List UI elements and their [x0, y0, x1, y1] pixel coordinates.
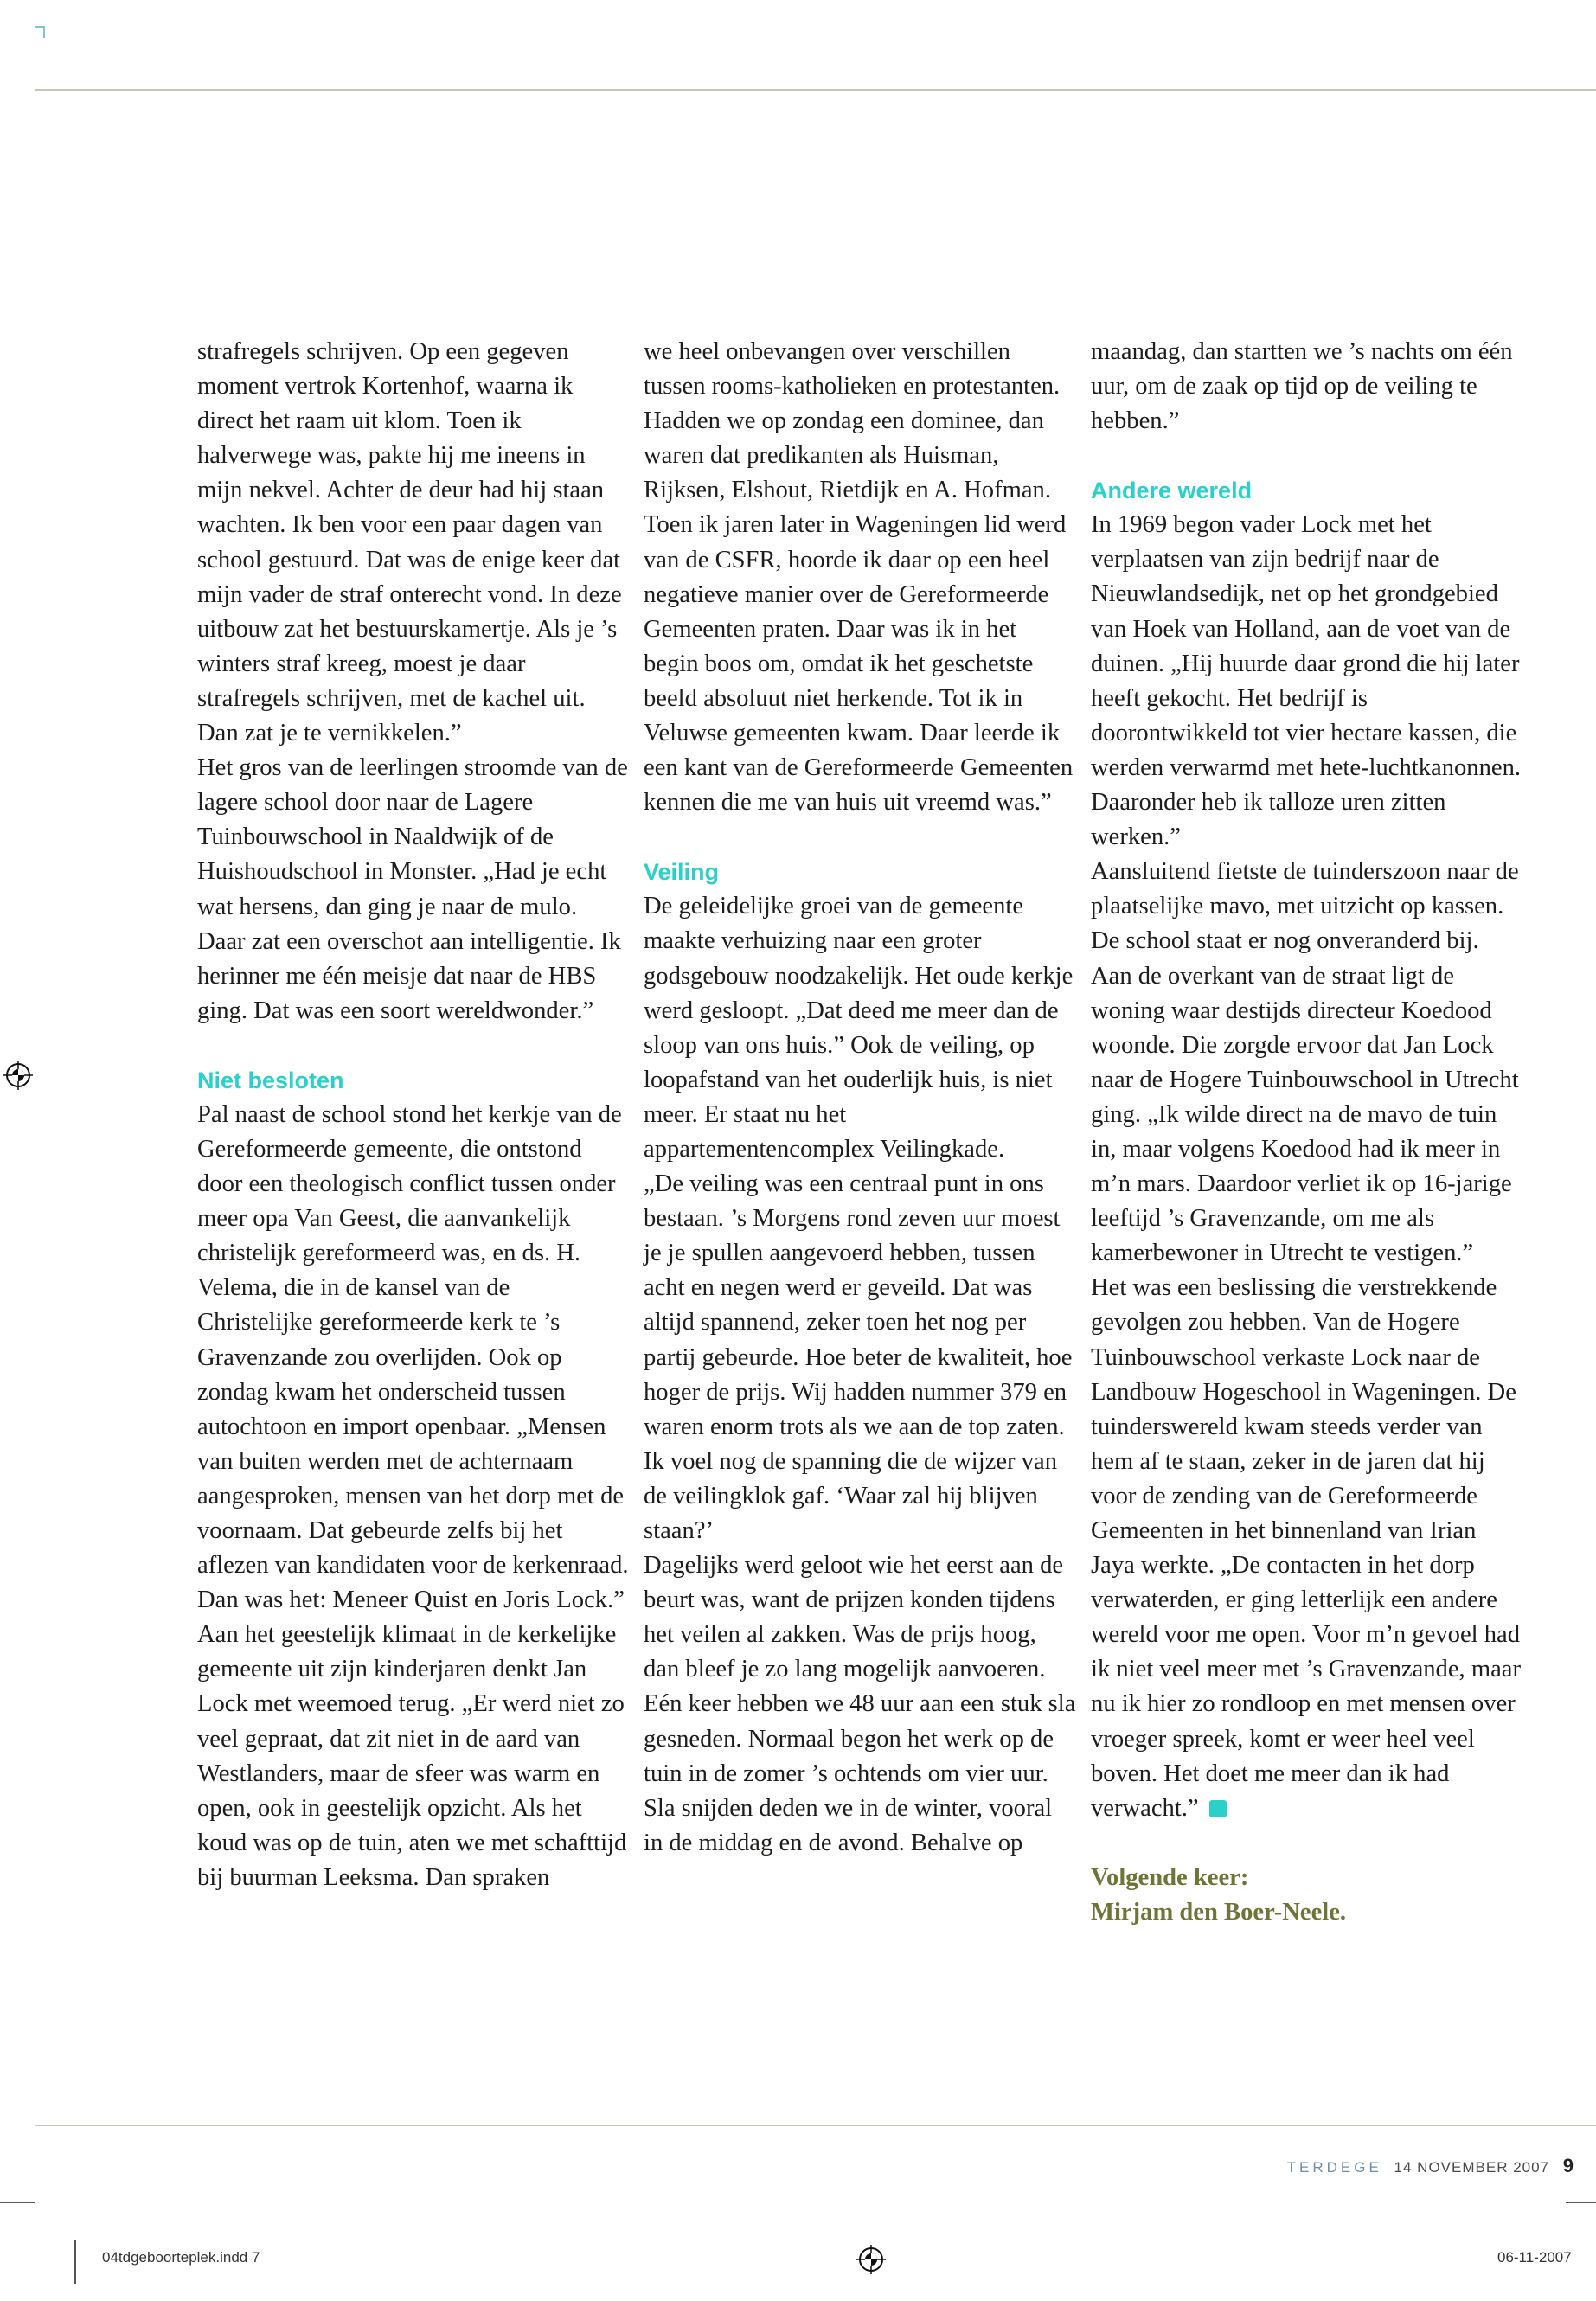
column-3-paragraph: maandag, dan startten we ’s nachts om één uur, om de zaak op tijd op de veiling te hebben.” — [1091, 338, 1513, 435]
next-issue-label: Volgende keer: — [1091, 1863, 1249, 1891]
next-issue-name: Mirjam den Boer-Neele. — [1091, 1898, 1347, 1926]
registration-mark-icon — [3, 1061, 33, 1090]
crop-mark — [1566, 2202, 1596, 2203]
slug-filename: 04tdgeboorteplek.indd 7 — [102, 2249, 260, 2266]
closing-paragraph-text: Het was een beslissing die verstrekkende gevolgen zou hebben. Van de Hogere Tuinbouwschool verkaste Lock naar de Landbouw Hogeschool in Wageningen. De tuinderswereld kwam steeds verder van hem af te staan, zeker in de jaren dat hij voor de zending van de Gereformeerde Gemeenten in het binnenland van Irian Jaya werkte. „De contacten in het dorp verwaterden, er ging letterlijk een andere wereld voor me open. Voor m’n gevoel had ik niet veel meer met ’s Gravenzande, maar nu ik hier zo rondloop en met mensen over vroeger spreek, komt er weer heel veel boven. Het doet me meer dan ik had verwacht.” — [1091, 1274, 1521, 1822]
magazine-name: TERDEGE — [1286, 2159, 1382, 2176]
column-1-paragraph: Het gros van de leerlingen stroomde van de lagere school door naar de Lagere Tuinbouwschool in Naaldwijk of de Huishoudschool in Monster. „Had je echt wat hersens, dan ging je naar de mulo. Daar zat een overschot aan intelligentie. Ik herinner me één meisje dat naar de HBS ging. Dat was een soort wereldwonder.” — [197, 754, 628, 1024]
column-3-paragraph: In 1969 begon vader Lock met het verplaatsen van zijn bedrijf naar de Nieuwlandsedijk, net op het grondgebied van Hoek van Holland, aan de voet van de duinen. „Hij huurde daar grond die hij later heeft gekocht. Het bedrijf is doorontwikkeld tot vier hectare kassen, die werden verwarmd met hete-luchtkanonnen. Daaronder heb ik talloze uren zitten werken.” — [1091, 511, 1522, 851]
crop-mark — [0, 2202, 35, 2203]
column-1 — [197, 335, 630, 1895]
column-1-paragraph: Aan het geestelijk klimaat in de kerkelijke gemeente uit zijn kinderjaren denkt Jan Lock met weemoed terug. „Er werd niet zo veel gepraat, dat zit niet in de aard van Westlanders, maar de sfeer was warm en open, ook in geestelijk opzicht. Als het koud was op de tuin, aten we met schafttijd bij buurman Leeksma. Dan spraken — [197, 1621, 627, 1891]
column-3 — [1091, 335, 1523, 1930]
column-1-paragraph: Pal naast de school stond het kerkje van de Gereformeerde gemeente, die ontstond door een theologisch conflict tussen onder meer opa Van Geest, die aanvankelijk christelijk gereformeerd was, en ds. H. Velema, die in de kansel van de Christelijke gereformeerde kerk te ’s Gravenzande zou overlijden. Ook op zondag kwam het onderscheid tussen autochtoon en import openbaar. „Mensen van buiten werden met de achternaam aangesproken, mensen van het dorp met de voornaam. Dat gebeurde zelfs bij het aflezen van kandidaten voor de kerkenraad. Dan was het: Meneer Quist en Joris Lock.” — [197, 1100, 629, 1614]
column-2-paragraph: we heel onbevangen over verschillen tussen rooms-katholieken en protestanten. — [644, 338, 1061, 401]
page-footer — [1287, 2155, 1574, 2177]
section-heading-andere-wereld: Andere wereld — [1091, 478, 1253, 504]
corner-mark — [35, 26, 45, 38]
column-1-paragraph: strafregels schrijven. Op een gegeven moment vertrok Kortenhof, waarna ik direct het raam uit klom. Toen ik halverwege was, pakte hij me ineens in mijn nekvel. Achter de deur had hij staan wachten. Ik ben voor een paar dagen van school gestuurd. Dat was de enige keer dat mijn vader de straf onterecht vond. In deze uitbouw zat het bestuurskamertje. Als je ’s winters straf kreeg, moest je daar strafregels schrijven, met de kachel uit. Dan zat je te vernikkelen.” — [197, 338, 622, 747]
page-number: 9 — [1562, 2155, 1574, 2176]
slug-date: 06-11-2007 — [1497, 2249, 1572, 2266]
issue-date: 14 NOVEMBER 2007 — [1394, 2159, 1550, 2176]
column-2-paragraph: „De veiling was een centraal punt in ons bestaan. ’s Morgens rond zeven uur moest je je spullen aangevoerd hebben, tussen acht en negen werd er geveild. Dat was altijd spannend, zeker toen het nog per partij gebeurde. Hoe beter de kwaliteit, hoe hoger de prijs. Wij hadden nummer 379 en waren enorm trots als we aan de top zaten. Ik voel nog de spanning die de wijzer van de veilingklok gaf. ‘Waar zal hij blijven staan?’ — [644, 1170, 1073, 1544]
section-heading-veiling: Veiling — [644, 859, 720, 886]
column-3-paragraph — [1091, 1271, 1523, 1826]
top-rule — [35, 89, 1596, 91]
crop-mark — [74, 2240, 76, 2284]
column-3-paragraph: Aansluitend fietste de tuinderszoon naar de plaatselijke mavo, met uitzicht op kassen. De school staat er nog onveranderd bij. Aan de overkant van de straat ligt de woning waar destijds directeur Koedood woonde. Die zorgde ervoor dat Jan Lock naar de Hogere Tuinbouwschool in Utrecht ging. „Ik wilde direct na de mavo de tuin in, maar volgens Koedood had ik meer in m’n mars. Daardoor verliet ik op 16-jarige leeftijd ’s Gravenzande, om me als kamerbewoner in Utrecht te vestigen.” — [1091, 858, 1519, 1267]
column-2-paragraph: De geleidelijke groei van de gemeente maakte verhuizing naar een groter godsgebouw noodzakelijk. Het oude kerkje werd gesloopt. „Dat deed me meer dan de sloop van ons huis.” Ook de veiling, op loopafstand van het ouderlijk huis, is niet meer. Er staat nu het appartementencomplex Veilingkade. — [644, 893, 1074, 1163]
column-2 — [644, 335, 1076, 1861]
registration-mark-icon — [856, 2245, 886, 2274]
next-issue-note — [1091, 1861, 1523, 1930]
column-2-paragraph: Hadden we op zondag een dominee, dan waren dat predikanten als Huisman, Rijksen, Elshout, Rietdijk en A. Hofman. Toen ik jaren later in Wageningen lid werd van de CSFR, hoorde ik daar op een heel negatieve manier over de Gereformeerde Gemeenten praten. Daar was ik in het begin boos om, omdat ik het geschetste beeld absoluut niet herkende. Tot ik in Veluwse gemeenten kwam. Daar leerde ik een kant van de Gereformeerde Gemeenten kennen die me van huis uit vreemd was.” — [644, 407, 1074, 817]
section-heading-niet-besloten: Niet besloten — [197, 1067, 344, 1093]
bottom-rule — [35, 2125, 1596, 2126]
end-of-article-icon — [1209, 1800, 1227, 1817]
column-2-paragraph: Dagelijks werd geloot wie het eerst aan de beurt was, want de prijzen konden tijdens het veilen al zakken. Was de prijs hoog, dan bleef je zo lang mogelijk aanvoeren. Eén keer hebben we 48 uur aan een stuk sla gesneden. Normaal begon het werk op de tuin in de zomer ’s ochtends om vier uur. Sla snijden deden we in de winter, vooral in de middag en de avond. Behalve op — [644, 1552, 1076, 1856]
